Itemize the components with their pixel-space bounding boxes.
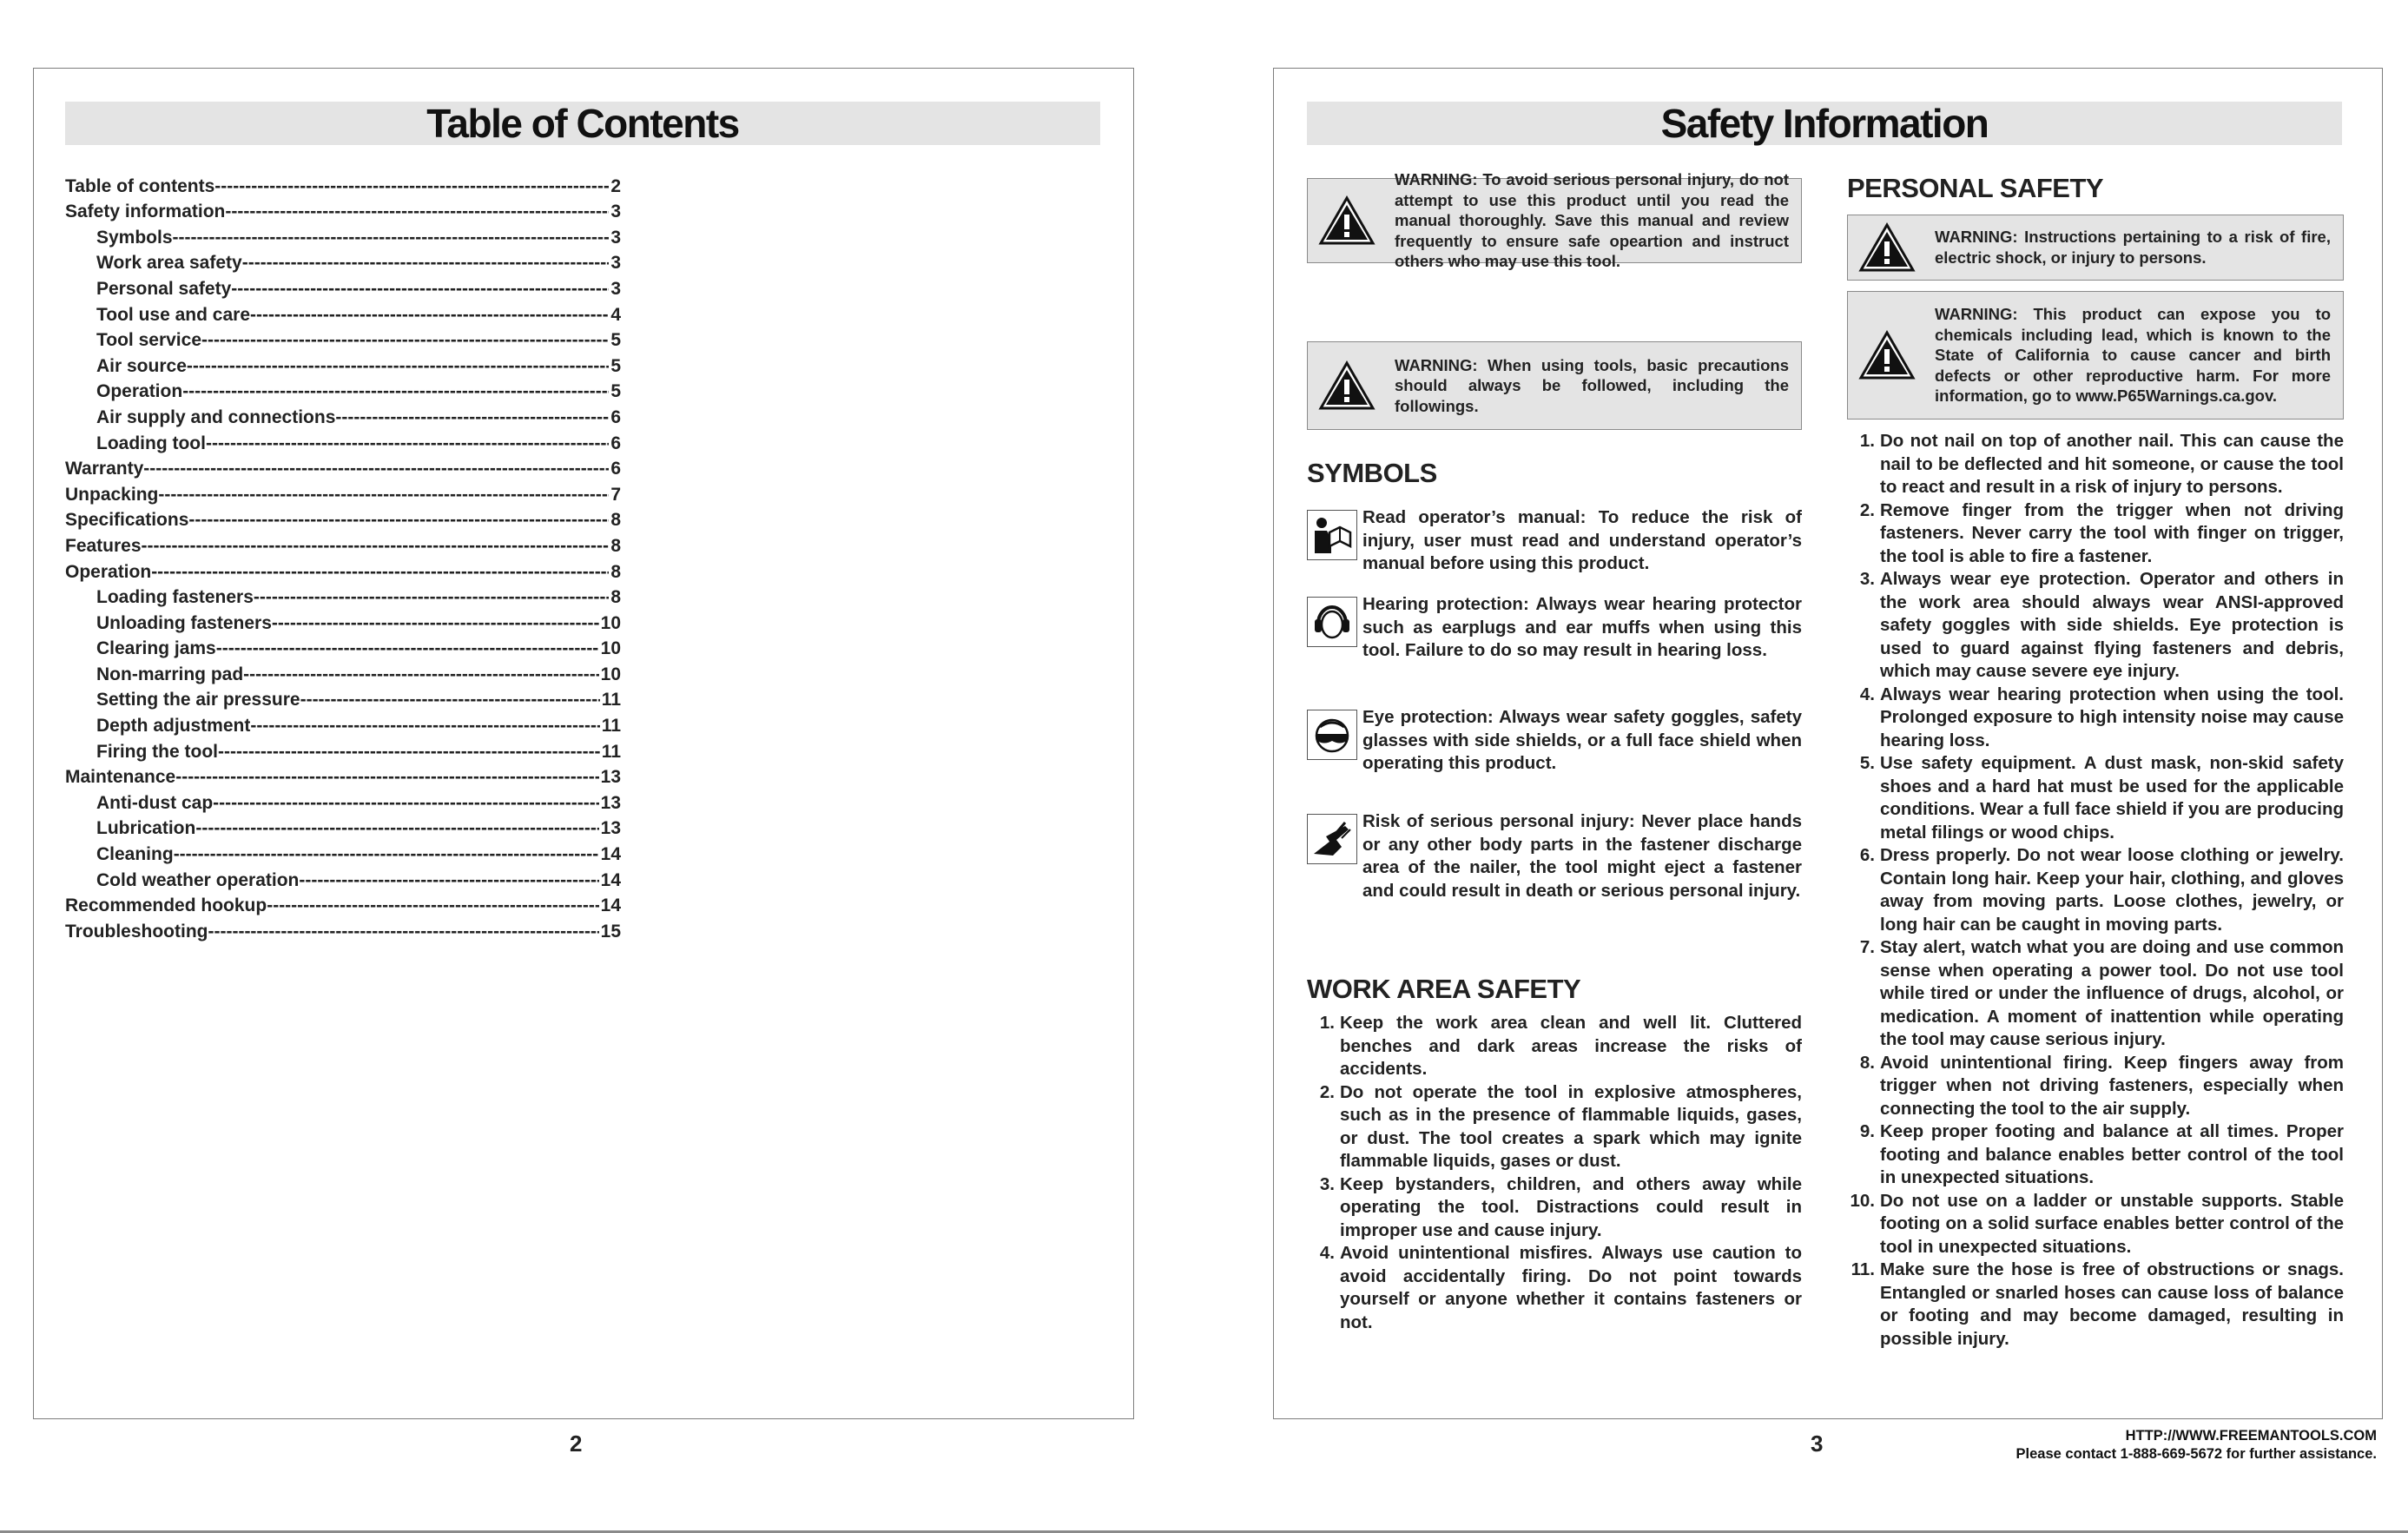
toc-entry[interactable] [65,377,621,403]
toc-label: Loading tool [96,433,206,453]
toc-page-number: 14 [600,869,621,890]
toc-page-number: 10 [600,664,621,684]
page-number: 2 [570,1431,583,1457]
warning-box [1847,291,2344,420]
item-text: Do not use on a ladder or unstable supports. Stable footing on a solid surface enables better control of the tool in unexpected situations. [1880,1190,2344,1257]
toc-label: Clearing jams [96,638,216,659]
toc-leader [243,664,598,685]
toc-entry[interactable] [65,197,621,223]
item-number: 8. [1859,1052,1875,1073]
item-text: Dress properly. Do not wear loose clothing or jewelry. Contain long hair. Keep your hair, clothing, and gloves away from moving parts. Loose clothes, jewelry, or long hair can be caught in moving parts. [1880,845,2344,935]
item-text: Remove finger from the trigger when not driving fasteners. Never carry the tool with finger on trigger, the tool is able to fire a fastener. [1880,499,2344,566]
warning-triangle-icon [1858,222,1916,273]
list-item [1307,1012,1802,1081]
warning-box [1307,341,1802,430]
toc-page-number: 8 [610,510,621,531]
footer [2016,1427,2377,1464]
warning-text: WARNING: Instructions pertaining to a risk of fire, electric shock, or injury to persons. [1935,228,2331,267]
toc-leader [174,844,599,865]
toc-leader [216,638,599,659]
item-text: Keep bystanders, children, and others away while operating the tool. Distractions could result in improper use and cause injury. [1340,1173,1802,1240]
list-item [1847,568,2344,684]
hand-injury-icon [1307,814,1357,864]
toc-label: Tool use and care [96,304,250,325]
symbol-row [1307,706,1802,776]
toc-entry[interactable] [65,634,621,660]
toc-label: Tool service [96,330,201,351]
toc-entry[interactable] [65,865,621,891]
toc-entry[interactable] [65,300,621,326]
toc-entry[interactable] [65,659,621,685]
list-item [1847,684,2344,753]
toc-leader [250,716,599,737]
symbol-row [1307,506,1802,576]
toc-label: Operation [96,381,183,402]
toc-page-number: 2 [610,175,621,196]
toc-label: Recommended hookup [65,895,267,916]
toc-label: Troubleshooting [65,921,208,942]
toc-leader [225,202,609,222]
toc-label: Unpacking [65,484,159,505]
toc-leader [299,870,598,891]
toc-label: Unloading fasteners [96,612,272,633]
toc-entry[interactable] [65,685,621,711]
item-number: 3. [1859,569,1875,589]
toc-page-number: 6 [610,433,621,453]
item-number: 7. [1859,937,1875,957]
toc-entry[interactable] [65,839,621,865]
toc-label: Features [65,535,142,556]
item-text: Do not nail on top of another nail. This can cause the nail to be deflected and hit someone, or cause the tool to react and result in a risk of injury to persons. [1880,431,2344,497]
toc-entry[interactable] [65,479,621,505]
toc-leader [300,690,600,710]
list-item [1847,1120,2344,1190]
toc-page-number: 3 [610,253,621,274]
toc-entry[interactable] [65,428,621,454]
toc-entry[interactable] [65,583,621,609]
toc-entry[interactable] [65,763,621,789]
item-number: 10. [1850,1190,1875,1211]
personal-safety-list [1847,430,2344,1351]
toc-label: Non-marring pad [96,664,244,684]
toc-label: Table of contents [65,175,215,196]
toc-entry[interactable] [65,222,621,248]
list-item [1307,1242,1802,1334]
warning-triangle-icon [1858,330,1916,380]
item-number: 2. [1859,499,1875,520]
symbol-description: Read operator’s manual: To reduce the risk of injury, user must read and understand operator’s manual before using this product. [1362,507,1802,573]
footer-contact: Please contact 1-888-669-5672 for further assistance. [2015,1446,2377,1462]
list-item [1847,499,2344,569]
toc-list [65,171,621,942]
item-text: Always wear eye protection. Operator and others in the work area should always wear ANSI-approved safety goggles with side shields. Eye protection is used to guard against flying fasteners and debris, which may cause severe eye injury. [1880,569,2344,681]
toc-entry[interactable] [65,788,621,814]
toc-page-number: 3 [610,278,621,299]
toc-label: Air source [96,355,187,376]
section-title: WORK AREA SAFETY [1307,974,1581,1004]
toc-page-number: 10 [600,612,621,633]
list-item [1307,1081,1802,1173]
toc-label: Maintenance [65,767,176,788]
list-item [1847,1259,2344,1351]
item-number: 2. [1319,1081,1335,1102]
toc-label: Cold weather operation [96,869,300,890]
item-number: 1. [1319,1013,1335,1033]
toc-entry[interactable] [65,710,621,737]
toc-page-number: 3 [610,227,621,248]
item-number: 4. [1859,684,1875,704]
toc-leader [143,459,609,479]
list-item [1847,1052,2344,1121]
toc-page [33,68,1134,1419]
warning-text: WARNING: This product can expose you to chemicals including lead, which is known to the State of California to cause cancer and birth defects or other reproductive harm. For more information, go to www.P65Warnings.ca.gov. [1935,305,2331,406]
toc-label: Firing the tool [96,741,218,762]
toc-leader [206,433,609,454]
warning-text: WARNING: When using tools, basic precautions should always be followed, including the followings. [1395,355,1789,415]
manual-reading-icon [1307,510,1357,560]
toc-label: Personal safety [96,278,232,299]
toc-label: Loading fasteners [96,587,254,608]
item-number: 9. [1859,1121,1875,1141]
toc-page-number: 6 [610,406,621,427]
warning-triangle-icon [1318,195,1376,246]
item-text: Keep proper footing and balance at all times. Proper footing and balance enables better control of the tool in unexpected situations. [1880,1121,2344,1187]
toc-entry[interactable] [65,402,621,428]
symbol-row [1307,810,1802,902]
toc-page-number: 5 [610,355,621,376]
toc-label: Depth adjustment [96,716,251,737]
item-number: 5. [1859,753,1875,773]
item-text: Stay alert, watch what you are doing and use common sense when operating a power tool. Do not use tool while tired or under the influence of drugs, alcohol, or medication. A moment of inattention while operating the tool may cause serious injury. [1880,937,2344,1049]
toc-label: Work area safety [96,253,242,274]
page-title: Safety Information [1307,102,2342,145]
item-number: 1. [1859,431,1875,451]
toc-entry[interactable] [65,814,621,840]
toc-label: Symbols [96,227,173,248]
page-title: Table of Contents [65,102,1100,145]
item-text: Use safety equipment. A dust mask, non-skid safety shoes and a hard hat must be used for the applicable conditions. Wear a full face shield if you are producing metal filings or wood chips. [1880,753,2344,842]
section-title: PERSONAL SAFETY [1847,173,2104,203]
toc-leader [213,793,598,814]
symbol-description: Risk of serious personal injury: Never place hands or any other body parts in the fastener discharge area of the nailer, the tool might eject a fastener and could result in death or serious personal injury. [1362,811,1802,901]
item-number: 11. [1851,1259,1875,1279]
toc-leader [218,742,600,763]
toc-page-number: 14 [600,844,621,865]
toc-entry[interactable] [65,737,621,763]
ear-muffs-icon [1307,597,1357,647]
item-text: Keep the work area clean and well lit. Cluttered benches and dark areas increase the risks of accidents. [1340,1013,1802,1079]
toc-leader [201,330,609,351]
page-number: 3 [1811,1431,1824,1457]
toc-leader [208,922,598,942]
item-number: 4. [1319,1243,1335,1263]
footer-url[interactable]: HTTP://WWW.FREEMANTOOLS.COM [2125,1428,2377,1444]
toc-entry[interactable] [65,916,621,942]
toc-entry[interactable] [65,608,621,634]
warning-text: WARNING: To avoid serious personal injury, do not attempt to use this product until you read the manual thoroughly. Save this manual and review frequently to ensure safe opeartion and instruct others who may use this tool. [1395,170,1789,271]
toc-entry[interactable] [65,351,621,377]
list-item [1847,844,2344,936]
toc-leader [182,381,609,402]
list-item [1847,430,2344,499]
list-item [1847,752,2344,844]
warning-box [1307,170,1802,271]
toc-page-number: 4 [610,304,621,325]
toc-entry[interactable] [65,557,621,583]
toc-page-number: 8 [610,535,621,556]
safety-page [1273,68,2383,1419]
toc-leader [214,176,609,197]
item-number: 6. [1859,845,1875,865]
toc-leader [254,587,609,608]
item-number: 3. [1319,1173,1335,1194]
work-area-list [1307,1012,1802,1334]
symbol-row [1307,593,1802,663]
safety-goggles-icon [1307,710,1357,760]
toc-label: Cleaning [96,844,174,865]
toc-page-number: 13 [600,792,621,813]
toc-entry[interactable] [65,248,621,274]
item-text: Always wear hearing protection when using the tool. Prolonged exposure to high intensity noise may cause hearing loss. [1880,684,2344,750]
toc-page-number: 11 [601,716,621,737]
toc-page-number: 15 [600,921,621,942]
toc-leader [272,613,599,634]
list-item [1847,936,2344,1052]
toc-entry[interactable] [65,274,621,300]
toc-label: Operation [65,561,152,582]
warning-triangle-icon [1318,360,1376,411]
toc-label: Warranty [65,459,144,479]
toc-page-number: 8 [610,561,621,582]
section-title: SYMBOLS [1307,458,1437,488]
toc-leader [173,228,610,248]
toc-page-number: 5 [610,330,621,351]
toc-label: Safety information [65,202,226,222]
toc-entry[interactable] [65,326,621,352]
toc-label: Setting the air pressure [96,690,300,710]
toc-page-number: 11 [601,741,621,762]
toc-leader [195,818,598,839]
toc-label: Anti-dust cap [96,792,214,813]
warning-box [1847,215,2344,281]
toc-label: Lubrication [96,818,196,839]
list-item [1847,1190,2344,1259]
toc-leader [151,562,609,583]
symbol-description: Hearing protection: Always wear hearing protector such as earplugs and ear muffs when using this tool. Failure to do so may result in hearing loss. [1362,594,1802,660]
toc-entry[interactable] [65,171,621,197]
toc-page-number: 3 [610,202,621,222]
toc-leader [242,253,610,274]
toc-page-number: 5 [610,381,621,402]
list-item [1307,1173,1802,1243]
item-text: Do not operate the tool in explosive atmospheres, such as in the presence of flammable liquids, gases, or dust. The tool creates a spark which may ignite flammable liquids, gases or dust. [1340,1081,1802,1171]
toc-leader [188,510,609,531]
toc-entry[interactable] [65,505,621,532]
toc-page-number: 13 [600,767,621,788]
toc-page-number: 14 [600,895,621,916]
toc-leader [175,767,598,788]
toc-leader [158,485,609,505]
toc-page-number: 13 [600,818,621,839]
toc-entry[interactable] [65,454,621,480]
item-text: Make sure the hose is free of obstructions or snags. Entangled or snarled hoses can cause loss of balance or footing and may become damaged, resulting in possible injury. [1880,1259,2344,1349]
toc-leader [187,356,609,377]
toc-leader [231,279,609,300]
toc-page-number: 7 [610,484,621,505]
toc-label: Air supply and connections [96,406,336,427]
item-text: Avoid unintentional firing. Keep fingers away from trigger when not driving fasteners, especially when connecting the tool to the air supply. [1880,1052,2344,1119]
toc-leader [250,305,609,326]
toc-entry[interactable] [65,891,621,917]
item-text: Avoid unintentional misfires. Always use caution to avoid accidentally firing. Do not point towards yourself or anyone whether it contains fasteners or not. [1340,1243,1802,1332]
toc-page-number: 8 [610,587,621,608]
toc-leader [142,536,610,557]
toc-leader [335,407,609,428]
toc-leader [267,895,598,916]
symbol-description: Eye protection: Always wear safety goggles, safety glasses with side shields, or a full face shield when operating this product. [1362,707,1802,773]
toc-label: Specifications [65,510,189,531]
toc-page-number: 11 [601,690,621,710]
toc-page-number: 10 [600,638,621,659]
toc-entry[interactable] [65,531,621,557]
toc-page-number: 6 [610,459,621,479]
